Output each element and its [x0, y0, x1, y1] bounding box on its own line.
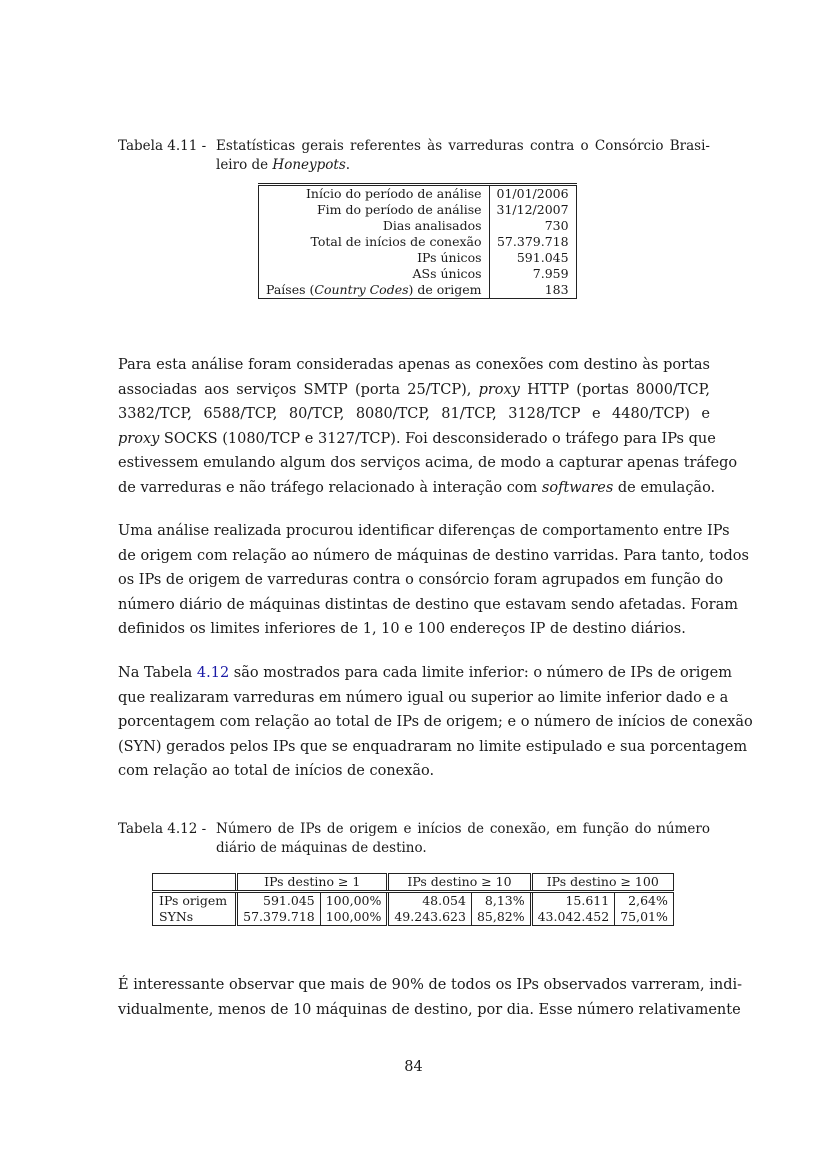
row-label: Fim do período de análise [259, 202, 490, 218]
table-cell: 100,00% [320, 909, 388, 926]
paragraph-3 [118, 661, 753, 784]
caption-text: . [345, 157, 351, 173]
caption-emphasis: Honeypots [272, 157, 346, 173]
label-emphasis: Country Codes [314, 282, 409, 297]
table-header-row [153, 874, 674, 892]
row-value: 7.959 [532, 266, 569, 281]
row-value: 57.379.718 [496, 234, 569, 249]
label-text: Países ( [266, 282, 315, 297]
text-line: estivessem emulando algum dos serviços acima, de modo a capturar apenas tráfego [118, 455, 738, 472]
table-cell: 100,00% [320, 892, 388, 910]
row-label: IPs origem [159, 893, 228, 908]
text-line [118, 378, 710, 403]
text: Na Tabela [118, 665, 197, 681]
table-row [259, 185, 577, 203]
row-value: 730 [544, 218, 569, 233]
table-412-caption [118, 820, 710, 858]
caption-line: diário de máquinas de destino. [216, 840, 427, 856]
row-value: 01/01/2006 [496, 186, 569, 201]
caption-label: Tabela 4.12 - [118, 821, 207, 837]
text: são mostrados para cada limite inferior: o número de IPs de origem [229, 665, 732, 681]
empty-header-cell [153, 874, 237, 892]
text: SOCKS (1080/TCP e 3127/TCP). Foi desconsiderado o tráfego para IPs que [159, 430, 716, 447]
column-header: IPs destino ≥ 1 [237, 874, 388, 892]
table-row [259, 266, 577, 282]
table-reference-link[interactable]: 4.12 [196, 665, 230, 681]
table-cell: 75,01% [615, 909, 674, 926]
caption-line [216, 156, 710, 175]
caption-line: Estatísticas gerais referentes às varreduras contra o Consórcio Brasi- [216, 138, 710, 154]
row-label: Início do período de análise [259, 185, 490, 203]
row-label: IPs únicos [259, 250, 490, 266]
row-value: 591.045 [516, 250, 569, 265]
table-row [259, 234, 577, 250]
paragraph-1 [118, 353, 738, 501]
emphasis: proxy [478, 381, 520, 398]
table-row [259, 218, 577, 234]
table-cell: 2,64% [615, 892, 674, 910]
text-line: Uma análise realizada procurou identificar diferenças de comportamento entre IPs [118, 523, 730, 539]
text: de varreduras e não tráfego relacionado à interação com [118, 479, 542, 496]
table-row [259, 250, 577, 266]
table-row [153, 892, 674, 910]
table-row [153, 909, 674, 926]
text-line [118, 661, 732, 686]
table-cell: 49.243.623 [388, 909, 472, 926]
column-header: IPs destino ≥ 10 [388, 874, 531, 892]
table-cell: 8,13% [471, 892, 531, 910]
table-cell: 43.042.452 [531, 909, 615, 926]
text: associadas aos serviços SMTP (porta 25/TCP), [118, 381, 479, 398]
table-411 [258, 183, 577, 299]
text-line: de origem com relação ao número de máquinas de destino varridas. Para tanto, todos [118, 547, 749, 564]
paragraph-2 [118, 519, 749, 642]
text-line: 3382/TCP, 6588/TCP, 80/TCP, 8080/TCP, 81/TCP, 3128/TCP e 4480/TCP) e [118, 406, 710, 423]
text: de emulação. [613, 479, 716, 496]
text-line: com relação ao total de inícios de conexão. [118, 763, 435, 780]
row-label: ASs únicos [259, 266, 490, 282]
text-line: definidos os limites inferiores de 1, 10 e 100 endereços IP de destino diários. [118, 621, 686, 638]
row-value: 31/12/2007 [496, 202, 569, 217]
table-row [259, 282, 577, 299]
text-line [118, 476, 716, 501]
text-line: É interessante observar que mais de 90% de todos os IPs observados varreram, indi- [118, 977, 743, 993]
text-line: número diário de máquinas distintas de destino que estavam sendo afetadas. Foram [118, 596, 738, 613]
table-row [259, 202, 577, 218]
row-label: SYNs [159, 909, 194, 924]
text-line: que realizaram varreduras em número igual ou superior ao limite inferior dado e a [118, 689, 729, 706]
emphasis: softwares [541, 479, 614, 496]
table-cell: 15.611 [531, 892, 615, 910]
caption-text: leiro de [216, 157, 273, 173]
emphasis: proxy [118, 430, 160, 447]
text-line: (SYN) gerados pelos IPs que se enquadraram no limite estipulado e sua porcentagem [118, 738, 748, 755]
text-line [118, 427, 716, 452]
row-value: 183 [544, 282, 569, 297]
page-number: 84 [404, 1059, 423, 1075]
table-cell: 591.045 [237, 892, 321, 910]
row-label [259, 282, 490, 299]
caption-line: Número de IPs de origem e inícios de conexão, em função do número [216, 821, 710, 837]
label-text: ) de origem [408, 282, 482, 297]
row-label: Total de inícios de conexão [259, 234, 490, 250]
text-line: os IPs de origem de varreduras contra o consórcio foram agrupados em função do [118, 572, 724, 589]
text-line: porcentagem com relação ao total de IPs de origem; e o número de inícios de conexão [118, 714, 753, 731]
table-cell: 48.054 [388, 892, 472, 910]
table-cell: 57.379.718 [237, 909, 321, 926]
column-header: IPs destino ≥ 100 [531, 874, 673, 892]
table-412 [152, 873, 674, 926]
caption-label: Tabela 4.11 - [118, 138, 207, 154]
paragraph-4 [118, 973, 743, 1022]
table-cell: 85,82% [471, 909, 531, 926]
text-line: vidualmente, menos de 10 máquinas de destino, por dia. Esse número relativamente [118, 1001, 741, 1018]
text: HTTP (portas 8000/TCP, [519, 381, 710, 398]
table-411-caption [118, 137, 710, 175]
row-label: Dias analisados [259, 218, 490, 234]
text-line: Para esta análise foram consideradas apenas as conexões com destino às portas [118, 357, 710, 373]
